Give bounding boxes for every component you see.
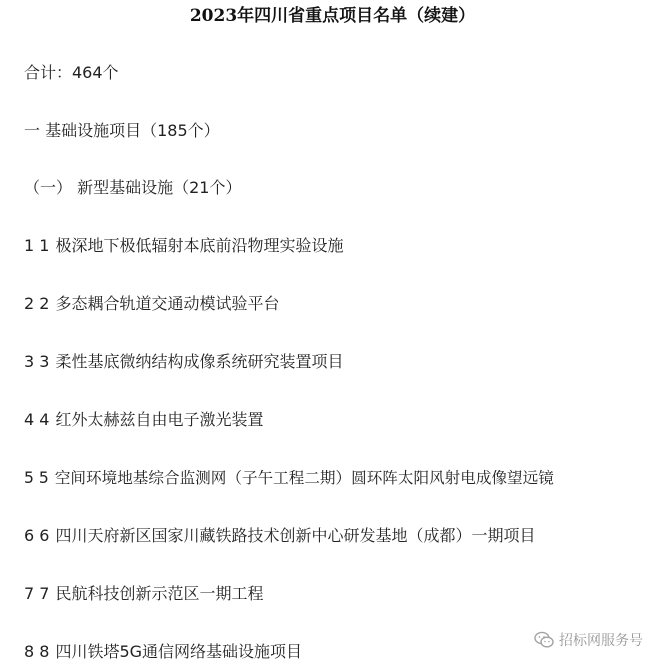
watermark <box>534 630 643 650</box>
item-number: 6 6 <box>24 526 50 545</box>
list-item <box>24 467 554 489</box>
item-number: 4 4 <box>24 410 50 429</box>
list-item <box>24 293 279 315</box>
item-text: 多态耦合轨道交通动模试验平台 <box>55 294 280 313</box>
item-number: 3 3 <box>24 352 50 371</box>
item-text: 四川铁塔5G通信网络基础设施项目 <box>55 642 303 661</box>
page-title: 2023年四川省重点项目名单（续建） <box>189 6 476 26</box>
item-number: 5 5 <box>24 469 49 487</box>
item-number: 8 8 <box>24 642 50 661</box>
item-text: 柔性基底微纳结构成像系统研究装置项目 <box>55 352 344 371</box>
watermark-text: 招标网服务号 <box>559 633 643 649</box>
list-item <box>24 351 343 373</box>
list-item <box>24 583 263 605</box>
list-item <box>24 235 343 257</box>
item-text: 民航科技创新示范区一期工程 <box>55 584 264 603</box>
list-item <box>24 525 535 547</box>
item-text: 极深地下极低辐射本底前沿物理实验设施 <box>55 236 344 255</box>
item-text: 空间环境地基综合监测网（子午工程二期）圆环阵太阳风射电成像望远镜 <box>54 469 554 487</box>
wechat-icon <box>534 631 554 649</box>
item-number: 1 1 <box>24 236 50 255</box>
list-item <box>24 641 302 663</box>
total-count: 合计：464个 <box>24 63 119 82</box>
item-text: 红外太赫兹自由电子激光装置 <box>55 410 264 429</box>
section-heading: 一 基础设施项目（185个） <box>24 121 220 140</box>
list-item <box>24 409 263 431</box>
item-number: 7 7 <box>24 584 50 603</box>
item-number: 2 2 <box>24 294 50 313</box>
subsection-heading: （一） 新型基础设施（21个） <box>24 178 242 197</box>
item-text: 四川天府新区国家川藏铁路技术创新中心研发基地（成都）一期项目 <box>55 526 536 545</box>
